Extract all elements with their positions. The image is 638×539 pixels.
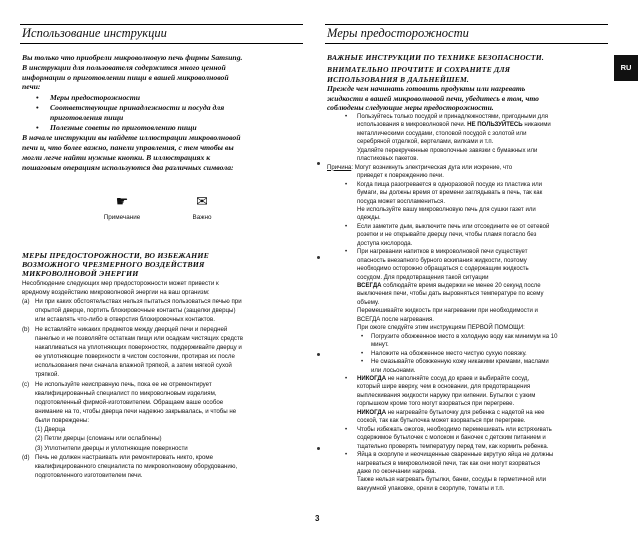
symbols-paragraph: В начале инструкции вы найдете иллюстрации микроволновой печи и, что более важно, панели управления, с тем чтобы вы могли легче найти нужные кнопки. В иллюстрациях к пошаговым операциям используются два различных символа:	[22, 133, 241, 172]
bullet-container-filling: • НИКОГДА не наполняйте сосуд до краев и выбирайте сосуд, который шире вверху, чем в основании, для предотвращения выплескивания жидкости наружу при кипении. Бутылки с узким горлышком кроме того могут взорваться при перегреве. НИКОГДА не нагревайте бутылочку для ребенка с надетой на нее соской, так как бутылочка может взорваться при перегреве.	[345, 376, 545, 425]
symbol-legend	[22, 179, 303, 249]
bullet-icon: •	[361, 359, 364, 366]
bullet-liquids: • При нагревании напитков в микроволновой печи существует опасность внезапного бурного вскипания жидкости, поэтому необходимо осторожно обращаться с содержащим жидкость сосудом. Для предотвращения такой ситуации ВСЕГДА соблюдайте время выдержки не менее 20 секунд после выключения печи, чтобы дать выровняться температуре по всему объему. Перемешивайте жидкость при нагревании при необходимости и ВСЕГДА после нагревания. При ожоге следуйте этим инструкциям ПЕРВОЙ ПОМОЩИ:	[345, 249, 544, 332]
bullet-icon: •	[345, 181, 348, 188]
bullet-icon: •	[345, 426, 348, 433]
precaution-item-b: (b) Не вставляйте никаких предметов между дверцей печи и передней панелью и не позволяйте остаткам пищи или осадкам чистящих средств накапливаться на уплотняющих поверхностях, поддерживайте дверцу и ее уплотняющие поверхности в чистом состоянии, протирая их после использования печи сначала влажной тряпкой, а затем мягкой сухой тряпкой.	[22, 325, 244, 379]
bullet-icon: •	[361, 350, 364, 357]
first-aid-step: • Не смазывайте обожженную кожу никакими кремами, маслами или лосьонами.	[361, 359, 549, 374]
page-number: 3	[315, 514, 320, 523]
bullet-smoke: • Если заметите дым, выключите печь или отсоедините ее от сетевой розетки и не открывайте дверцу печи, чтобы пламя погасло без доступа кислорода.	[345, 223, 550, 247]
list-item-continued: приготовления пищи	[50, 112, 124, 122]
intro-paragraph: Вы только что приобрели микроволновую печь фирмы Samsung. В инструкции для пользователя содержится много ценной информации о приготовлении пищи в вашей микроволновой печи:	[22, 53, 243, 92]
read-and-keep-heading: ВНИМАТЕЛЬНО ПРОЧТИТЕ И СОХРАНИТЕ ДЛЯ ИСПОЛЬЗОВАНИЯ В ДАЛЬНЕЙШЕМ.	[327, 65, 511, 84]
microwave-exposure-heading: МЕРЫ ПРЕДОСТОРОЖНОСТИ, ВО ИЗБЕЖАНИЕ ВОЗМОЖНОГО ЧРЕЗМЕРНОГО ВОЗДЕЙСТВИЯ МИКРОВОЛНОВОЙ ЭНЕРГИИ	[22, 250, 210, 279]
bullet-baby-food: • Чтобы избежать ожогов, необходимо перемешивать или встряхивать содержимое бутылочек с молоком и баночек с детским питанием и тщательно проверять температуру перед тем, как кормить ребенка.	[345, 426, 552, 450]
right-page-title: Меры предосторожности	[327, 26, 469, 40]
bullet-icon: •	[345, 376, 348, 383]
precaution-item-d: (d) Печь не должен настраивать или ремонтировать никто, кроме квалифицированного специалиста по микроволновому оборудованию, подготовленного изготовителем печи.	[22, 453, 238, 480]
binding-dot	[317, 162, 320, 165]
binding-dot	[317, 447, 320, 450]
binding-dot	[317, 353, 320, 356]
pointing-hand-icon: ☛	[115, 192, 129, 209]
bullet-icon: •	[345, 452, 348, 459]
left-page-title: Использование инструкции	[22, 26, 167, 40]
list-item: • Соответствующие принадлежности и посуда для	[50, 103, 303, 113]
reason-note: Причина: Могут возникнуть электрическая дуга или искрение, что приведет к повреждению печи.	[327, 164, 513, 180]
left-page-header	[20, 24, 303, 44]
important-symbol	[172, 193, 232, 222]
first-aid-step: • Погрузите обожженное место в холодную воду как минимум на 10 минут.	[361, 333, 558, 349]
important-label: Важно	[192, 213, 212, 221]
bullet-cookware: • Пользуйтесь только посудой и принадлежностями, пригодными для использования в микроволновой печи. НЕ ПОЛЬЗУЙТЕСЬ никакими металлическими сосудами, столовой посудой с золотой или серебряной отделкой, вертелами, вилками и т.п. Удаляйте перекрученные проволочные завязки с бумажных или пластиковых пакетов.	[345, 113, 551, 163]
bullet-icon: •	[345, 223, 348, 230]
bullet-icon: •	[345, 113, 348, 120]
safety-instructions-heading: ВАЖНЫЕ ИНСТРУКЦИИ ПО ТЕХНИКЕ БЕЗОПАСНОСТИ.	[327, 53, 544, 62]
contents-list	[22, 93, 303, 132]
precaution-item-c: (c) Не используйте неисправную печь, пока ее не отремонтирует квалифицированный специалист по микроволновым изделиям, подготовленный фирмой-изготовителем. Обращаем ваше особое внимание на то, чтобы дверца печи надежно закрывалась, и чтобы не были повреждены: (1) Дверца (2) Петли дверцы (сломаны или ослаблены) (3) Уплотнители дверцы и уплотняющие поверхности	[22, 380, 237, 452]
bullet-icon: •	[345, 249, 348, 256]
list-item: • Меры предосторожности	[50, 93, 303, 103]
bullet-eggs: • Яйца в скорлупе и неочищенные сваренные вкрутую яйца не должны нагреваться в микроволновой печи, так как они могут взорваться даже по окончании нагрева. Также нельзя нагревать бутылки, банки, сосуды в герметичной или вакуумной упаковке, орехи в скорлупе, томаты и т.п.	[345, 452, 554, 492]
language-tab: RU	[614, 55, 638, 81]
left-column	[22, 53, 303, 480]
envelope-icon: ✉	[196, 192, 208, 209]
precaution-item-a: (a) Ни при каких обстоятельствах нельзя пытаться пользоваться печью при открытой дверце, портить блокировочные контакты (защелки дверцы) или вставлять что-либо в отверстия блокировочных контактов.	[22, 298, 242, 324]
bullet-disposable-containers: • Когда пища разогревается в одноразовой посуде из пластика или бумаги, вы должны время от времени заглядывать в печь, так как посуда может воспламениться. Не используйте вашу микроволновую печь для сушки газет или одежды.	[345, 181, 543, 222]
right-column	[327, 53, 608, 493]
section-intro: Несоблюдение следующих мер предосторожности может привести к вредному воздействию микроволновой энергии на ваш организм:	[22, 279, 219, 296]
reason-label: Причина	[327, 164, 352, 171]
bullet-icon: •	[361, 333, 364, 340]
first-aid-step: • Наложите на обожженное место чистую сухую повязку.	[361, 350, 527, 357]
binding-dot	[317, 256, 320, 259]
note-label: Примечание	[103, 213, 141, 221]
before-cooking-note: Прежде чем начинать готовить продукты или нагревать жидкости в вашей микроволновой печи, убедитесь в том, что соблюдены следующие меры предосторожности.	[327, 84, 539, 113]
list-item: • Полезные советы по приготовлению пищи	[50, 123, 303, 133]
note-symbol	[92, 193, 152, 222]
right-page-header	[325, 24, 608, 44]
